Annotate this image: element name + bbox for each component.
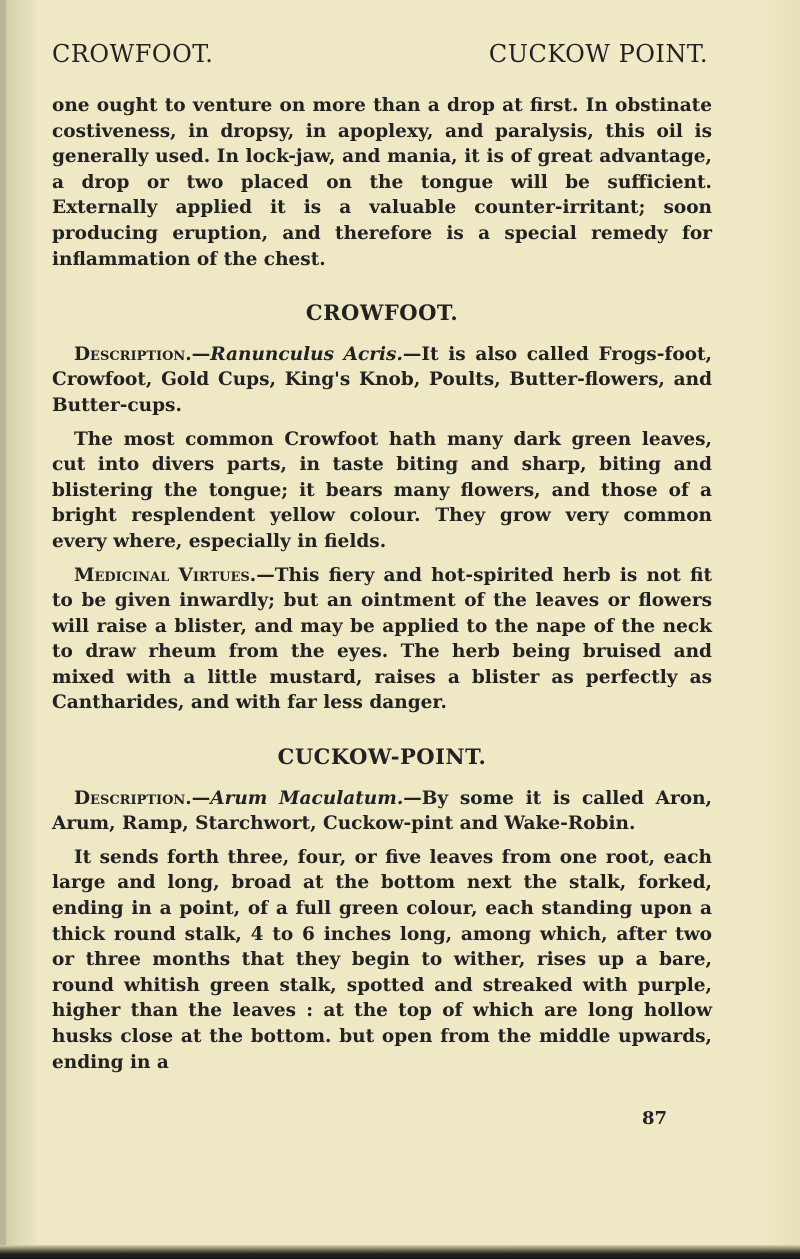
page-content (52, 93, 712, 1075)
crowfoot-virtues-label: Medicinal Virtues. (74, 564, 257, 586)
cuckow-latin-name: Arum Maculatum. (210, 787, 404, 809)
crowfoot-paragraph-2: The most common Crowfoot hath many dark green leaves, cut into divers parts, in taste biting and sharp, biting and blistering the tongue; it bears many flowers, and those of a bright resplendent yellow colour. They grow very common every where, especially in fields. (52, 428, 712, 552)
cuckow-description-label: Description. (74, 787, 192, 809)
crowfoot-latin-name: Ranunculus Acris. (210, 343, 403, 365)
cuckow-description-text: By some it is called Aron, Arum, Ramp, Starchwort, Cuckow-pint and Wake-Robin. (52, 787, 712, 835)
crowfoot-virtues-text: This fiery and hot-spirited herb is not fit to be given inwardly; but an ointment of the leaves or flowers will raise a blister, and may be applied to the nape of the neck to draw rheum from the eyes. The herb being bruised and mixed with a little mustard, raises a blister as perfectly as Cantharides, and with far less danger. (52, 564, 712, 714)
crowfoot-dash: — (191, 343, 211, 365)
crowfoot-dash-2: — (402, 343, 422, 365)
crowfoot-virtues-dash: — (256, 564, 275, 586)
running-head-left: CROWFOOT. (52, 40, 214, 68)
page-bottom-edge (0, 1245, 800, 1259)
running-head-right: CUCKOW POINT. (488, 40, 708, 68)
page-number: 87 (642, 1108, 668, 1129)
running-head (52, 40, 708, 68)
intro-paragraph: one ought to venture on more than a drop at first. In obstinate costiveness, in dropsy, in apoplexy, and paralysis, this oil is generally used. In lock-jaw, and mania, it is of great advantage, a drop or two placed on the tongue will be sufficient. Externally applied it is a valuable counter-irritant; soon producing eruption, and therefore is a special remedy for inflammation of the chest. (52, 95, 712, 270)
cuckow-heading: CUCKOW-POINT. (277, 744, 487, 770)
page-binding-edge (0, 0, 6, 1259)
cuckow-paragraph-2: It sends forth three, four, or five leaves from one root, each large and long, broad at the bottom next the stalk, forked, ending in a point, of a full green colour, each standing upon a thick round stalk, 4 to 6 inches long, among which, after two or three months that they begin to wither, rises up a bare, round whitish green stalk, spotted and streaked with purple, higher than the leaves : at the top of which are long hollow husks close at the bottom. but open from the middle upwards, ending in a (52, 846, 712, 1073)
crowfoot-description (52, 342, 712, 419)
crowfoot-description-label: Description. (74, 343, 192, 365)
cuckow-dash: — (191, 787, 211, 809)
crowfoot-description-text: It is also called Frogs-foot, Crowfoot, Gold Cups, King's Knob, Poults, Butter-flowers, and Butter-cups. (52, 343, 712, 416)
cuckow-description (52, 786, 712, 837)
crowfoot-virtues (52, 563, 712, 717)
crowfoot-heading: CROWFOOT. (305, 300, 459, 326)
cuckow-dash-2: — (403, 787, 422, 809)
